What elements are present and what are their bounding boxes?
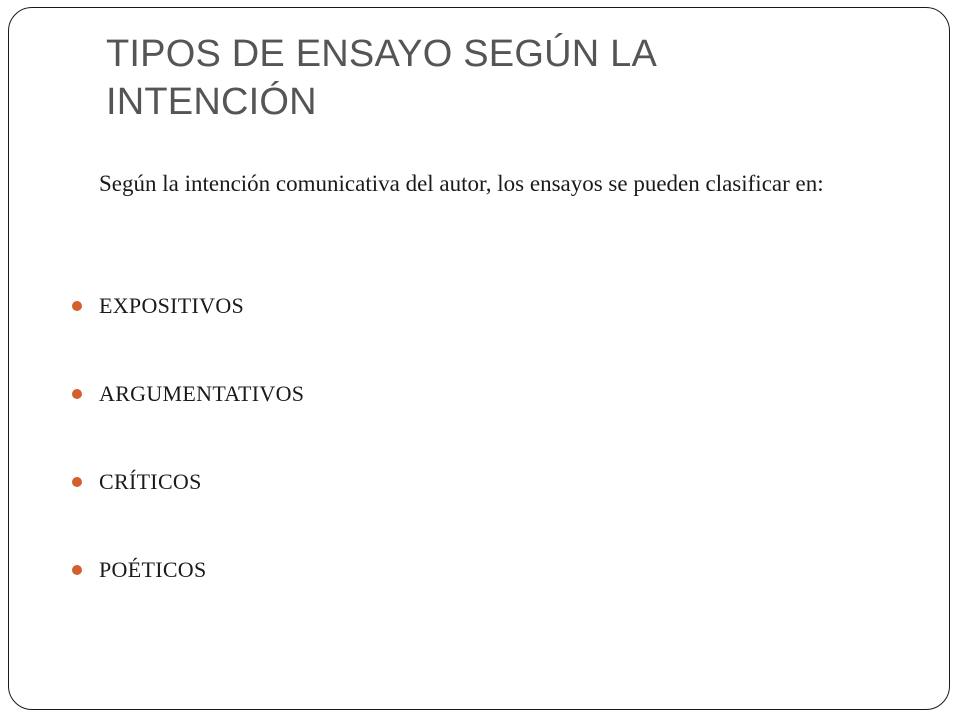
list-item <box>72 284 304 327</box>
bullet-dot-icon <box>72 565 82 575</box>
list-item-label: EXPOSITIVOS <box>99 292 245 318</box>
bullet-dot-icon <box>72 477 82 487</box>
list-item <box>72 548 304 591</box>
list-item-label: POÉTICOS <box>99 556 207 582</box>
intro-paragraph: Según la intención comunicativa del autor, los ensayos se pueden clasificar en: <box>99 171 824 196</box>
list-item <box>72 372 304 415</box>
list-item-label: CRÍTICOS <box>99 468 202 494</box>
list-item-label: ARGUMENTATIVOS <box>99 380 305 406</box>
bullet-dot-icon <box>72 389 82 399</box>
list-item <box>72 460 304 503</box>
bullet-list <box>72 284 304 636</box>
bullet-dot-icon <box>72 301 82 311</box>
slide-title: TIPOS DE ENSAYO SEGÚN LA INTENCIÓN <box>106 33 655 123</box>
